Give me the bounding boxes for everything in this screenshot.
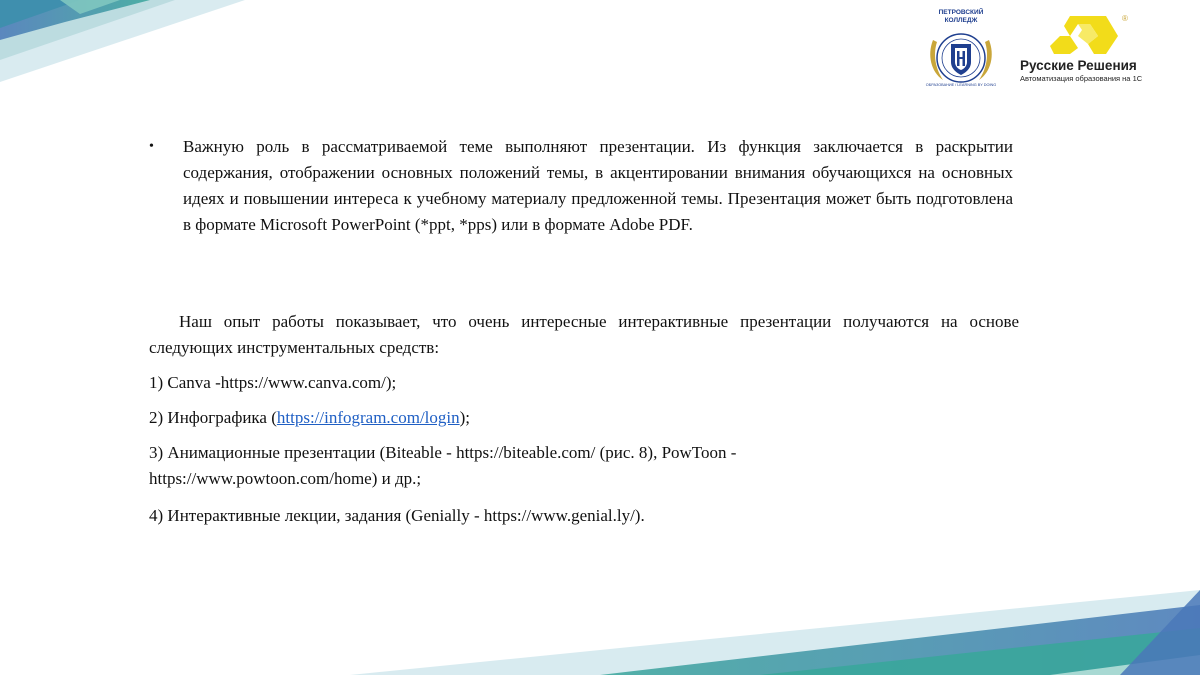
russkie-resheniya-title: Русские Решения	[1020, 58, 1137, 73]
college-name-line1: ПЕТРОВСКИЙ	[938, 9, 984, 16]
list-item-infographic-prefix: 2) Инфографика (	[149, 408, 277, 427]
registered-mark: ®	[1122, 14, 1128, 23]
russkie-resheniya-subtitle: Автоматизация образования на 1С	[1020, 74, 1143, 83]
list-item-canva: 1) Canva -https://www.canva.com/);	[149, 373, 397, 392]
list-item-animation: 3) Анимационные презентации (Biteable - https://biteable.com/ (рис. 8), PowToon - https://www.powtoon.com/home) и др.;	[149, 443, 737, 488]
bullet-paragraph: Важную роль в рассматриваемой теме выполняют презентации. Из функция заключается в раскрытии содержания, отображении основных положений темы, в акцентировании внимания обучающихся на основных идеях и повышении интереса к учебному материалу предложенной темы. Презентация может быть подготовлена в формате Microsoft PowerPoint (*ppt, *pps) или в формате Adobe PDF.	[183, 137, 1013, 234]
list-item-infographic	[149, 405, 1049, 431]
college-name-line2: КОЛЛЕДЖ	[944, 17, 978, 24]
infogram-link[interactable]: https://infogram.com/login	[276, 408, 460, 427]
intro-paragraph: Наш опыт работы показывает, что очень интересные интерактивные презентации получаются на основе следующих инструментальных средств:	[149, 312, 1019, 357]
list-item-interactive: 4) Интерактивные лекции, задания (Genially - https://www.genial.ly/).	[149, 506, 645, 525]
bullet-marker: •	[149, 139, 154, 154]
list-item-infographic-suffix: );	[459, 408, 471, 427]
college-motto: ОБРАЗОВАНИЕ / LEARNING BY DOING	[925, 83, 997, 87]
